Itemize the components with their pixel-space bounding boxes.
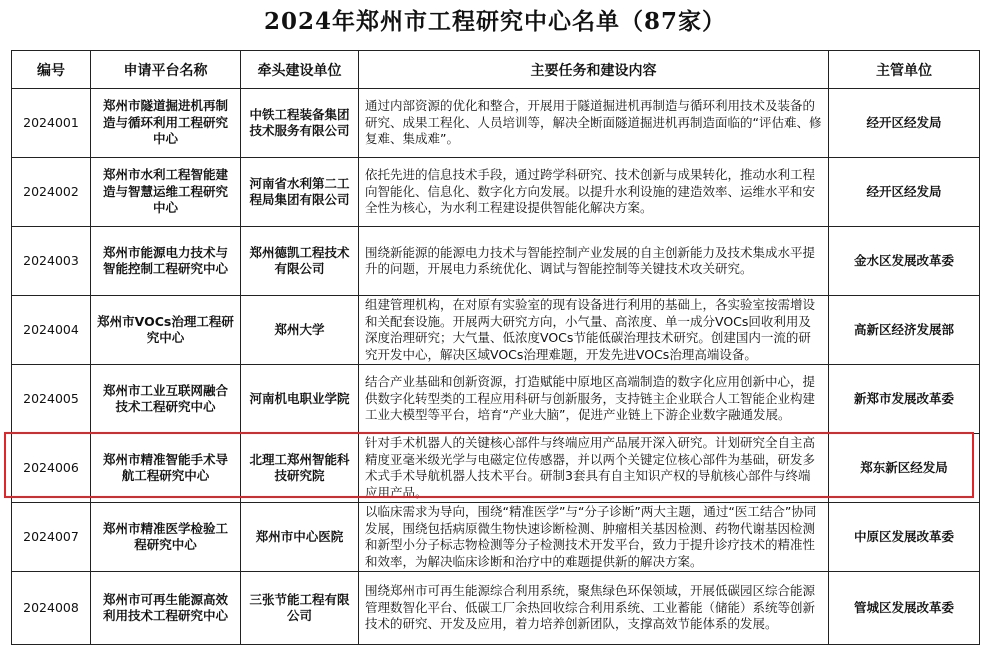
cell-lead-organization: 三张节能工程有限公司 (241, 572, 359, 645)
cell-supervising-department: 管城区发展改革委 (829, 572, 980, 645)
cell-lead-organization: 中铁工程装备集团技术服务有限公司 (241, 89, 359, 158)
cell-supervising-department: 新郑市发展改革委 (829, 365, 980, 434)
cell-number: 2024001 (12, 89, 91, 158)
cell-main-tasks: 围绕新能源的能源电力技术与智能控制产业发展的自主创新能力及技术集成水平提升的问题，开展电力系统优化、调试与智能控制等关键技术攻关研究。 (359, 227, 829, 296)
cell-lead-organization: 河南省水利第二工程局集团有限公司 (241, 158, 359, 227)
table-row (12, 503, 980, 572)
cell-platform-name: 郑州市精准医学检验工程研究中心 (91, 503, 241, 572)
header-number: 编号 (12, 51, 91, 89)
cell-main-tasks: 组建管理机构，在对原有实验室的现有设备进行利用的基础上，各实验室按需增设和关配套设施。开展两大研究方向，小气量、高浓度、单一成分VOCs回收利用及深度治理研究；大气量、低浓度VOCs节能低碳治理技术研究。创建国内一流的研究开发中心，解决区域VOCs治理难题，开发先进VOCs治理高端设备。 (359, 296, 829, 365)
table-row (12, 89, 980, 158)
cell-number: 2024004 (12, 296, 91, 365)
cell-number: 2024007 (12, 503, 91, 572)
table-header-row (12, 51, 980, 89)
cell-lead-organization: 郑州市中心医院 (241, 503, 359, 572)
cell-platform-name: 郑州市精准智能手术导航工程研究中心 (91, 434, 241, 503)
page-title: 2024年郑州市工程研究中心名单（87家） (263, 8, 727, 35)
cell-lead-organization: 北理工郑州智能科技研究院 (241, 434, 359, 503)
cell-number: 2024003 (12, 227, 91, 296)
cell-supervising-department: 经开区经发局 (829, 89, 980, 158)
cell-lead-organization: 河南机电职业学院 (241, 365, 359, 434)
table-row-highlighted (12, 434, 980, 503)
cell-platform-name: 郑州市VOCs治理工程研究中心 (91, 296, 241, 365)
header-main-tasks: 主要任务和建设内容 (359, 51, 829, 89)
cell-lead-organization: 郑州大学 (241, 296, 359, 365)
cell-platform-name: 郑州市隧道掘进机再制造与循环利用工程研究中心 (91, 89, 241, 158)
table-row (12, 572, 980, 645)
header-supervising-department: 主管单位 (829, 51, 980, 89)
cell-number: 2024005 (12, 365, 91, 434)
table-row (12, 296, 980, 365)
table-row (12, 158, 980, 227)
cell-platform-name: 郑州市水利工程智能建造与智慧运维工程研究中心 (91, 158, 241, 227)
cell-main-tasks: 针对手术机器人的关键核心部件与终端应用产品展开深入研究。计划研究全自主高精度亚毫米级光学与电磁定位传感器，并以两个关键定位核心部件为基础，研发多术式手术导航机器人技术平台。研制3套具有自主知识产权的导航核心部件与终端应用产品。 (359, 434, 829, 503)
cell-main-tasks: 以临床需求为导向，围绕“精准医学”与“分子诊断”两大主题，通过“医工结合”协同发展，围绕包括病原微生物快速诊断检测、肿瘤相关基因检测、药物代谢基因检测和新型小分子标志物检测等分子检测技术开发平台，致力于提升诊疗技术的精准性和效率，为解决临床诊断和治疗中的难题提供新的解决方案。 (359, 503, 829, 572)
cell-supervising-department: 郑东新区经发局 (829, 434, 980, 503)
table-row (12, 227, 980, 296)
engineering-center-table (11, 50, 980, 645)
cell-number: 2024008 (12, 572, 91, 645)
cell-number: 2024002 (12, 158, 91, 227)
cell-main-tasks: 围绕郑州市可再生能源综合利用系统，聚焦绿色环保领域，开展低碳园区综合能源管理数智化平台、低碳工厂余热回收综合利用系统、工业蓄能（储能）系统等创新技术的研究、开发及应用，着力培养创新团队，支撑高效节能体系的发展。 (359, 572, 829, 645)
cell-number: 2024006 (12, 434, 91, 503)
cell-supervising-department: 经开区经发局 (829, 158, 980, 227)
cell-supervising-department: 高新区经济发展部 (829, 296, 980, 365)
cell-lead-organization: 郑州德凯工程技术有限公司 (241, 227, 359, 296)
cell-main-tasks: 依托先进的信息技术手段，通过跨学科研究、技术创新与成果转化，推动水利工程向智能化、信息化、数字化方向发展。以提升水利设施的建造效率、运维水平和安全性为核心，为水利工程建设提供智能化解决方案。 (359, 158, 829, 227)
table-row (12, 365, 980, 434)
cell-platform-name: 郑州市可再生能源高效利用技术工程研究中心 (91, 572, 241, 645)
cell-main-tasks: 结合产业基础和创新资源，打造赋能中原地区高端制造的数字化应用创新中心，提供数字化转型类的工程应用科研与创新服务，支持链主企业联合人工智能企业构建工业大模型等平台，培育“产业大脑”，促进产业链上下游企业数字融通发展。 (359, 365, 829, 434)
header-platform-name: 申请平台名称 (91, 51, 241, 89)
cell-supervising-department: 中原区发展改革委 (829, 503, 980, 572)
cell-platform-name: 郑州市工业互联网融合技术工程研究中心 (91, 365, 241, 434)
header-lead-organization: 牵头建设单位 (241, 51, 359, 89)
cell-platform-name: 郑州市能源电力技术与智能控制工程研究中心 (91, 227, 241, 296)
cell-supervising-department: 金水区发展改革委 (829, 227, 980, 296)
cell-main-tasks: 通过内部资源的优化和整合，开展用于隧道掘进机再制造与循环利用技术及装备的研究、成果工程化、人员培训等，解决全断面隧道掘进机再制造面临的“评估难、修复难、集成难”。 (359, 89, 829, 158)
